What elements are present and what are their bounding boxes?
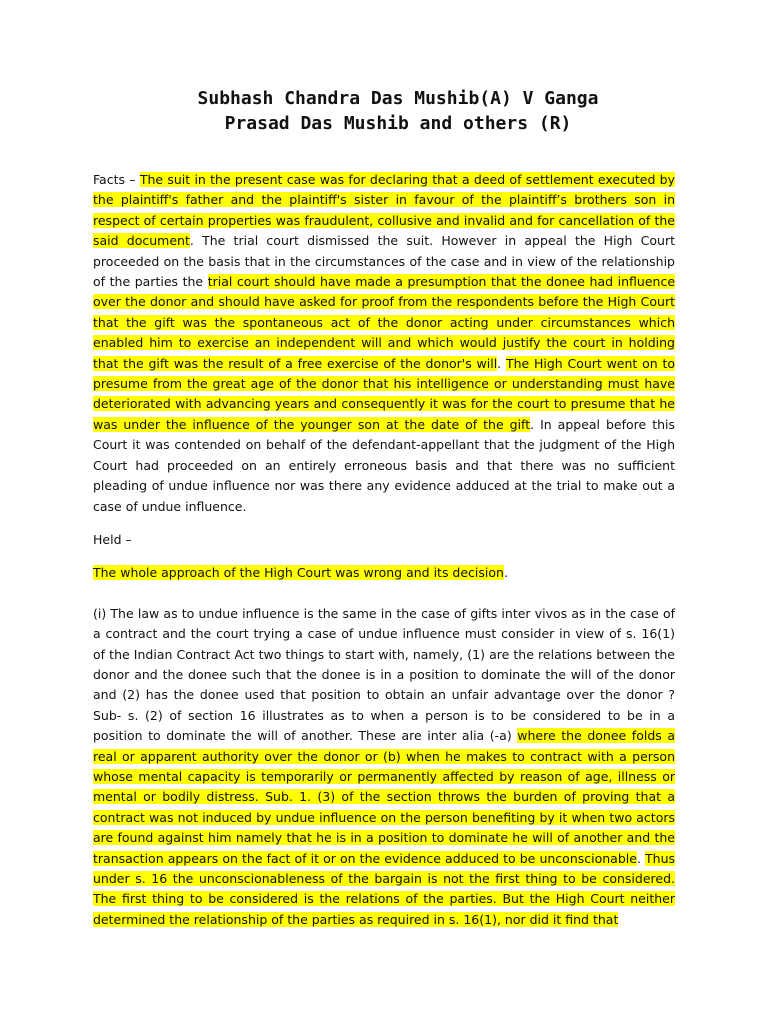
facts-paragraph: [93, 170, 675, 517]
facts-highlight-1: The suit in the present case was for declaring that a deed of settlement executed by the plaintiff's father and the plaintiff's sister in favour of the plaintiff’s brothers son in respect of certain properties was fraudulent, collusive and invalid and for cancellation of the said document: [93, 172, 676, 249]
point-1-highlight-1: where the donee folds a real or apparent authority over the donor or (b) when he makes to contract with a person whose mental capacity is temporarily or permanently affected by reason of age, illness or mental or bodily distress. Sub. 1. (3) of the section throws the burden of proving that a contract was not induced by undue influence on the person benefiting by it when two actors are found against him namely that he is in a position to dominate he will of another and the transaction appears on the fact of it or on the evidence adduced to be unconscionable: [93, 728, 676, 866]
held-heading: [93, 530, 675, 550]
held-label: Held –: [93, 531, 132, 547]
facts-text-1: . The trial court dismissed the suit. However in appeal the High Court proceeded on the basis that in the circumstances of the case and in view of the relationship of the parties the: [93, 233, 675, 290]
point-1-text-2: .: [636, 850, 646, 866]
title-line-2: Prasad Das Mushib and others (R): [224, 113, 572, 134]
point-1-highlight-2: Thus under s. 16 the unconscionableness of the bargain is not the first thing to be considered. The first thing to be considered is the relations of the parties. But the High Court neither determined the relationship of the parties as required in s. 16(1), nor did it find that: [93, 850, 676, 927]
facts-highlight-2: trial court should have made a presumption that the donee had influence over the donor and should have asked for proof from the respondents before the High Court that the gift was the spontaneous act of the donor acting under circumstances which enabled him to exercise an independent will and which would justify the court in holding that the gift was the result of a free exercise of the donor's will: [93, 274, 676, 371]
held-highlight: The whole approach of the High Court was wrong and its decision: [93, 565, 504, 581]
facts-text-2: .: [497, 355, 506, 371]
title-line-1: Subhash Chandra Das Mushib(A) V Ganga: [197, 88, 599, 109]
point-1-paragraph: [93, 604, 675, 931]
document-title: [121, 86, 675, 136]
facts-label: Facts –: [93, 172, 140, 187]
document-page: [93, 86, 675, 930]
held-text: .: [503, 565, 508, 581]
facts-text-3: . In appeal before this Court it was contended on behalf of the defendant-appellant that the judgment of the High Court had proceeded on an entirely erroneous basis and that there was no sufficient pleading of undue influence nor was there any evidence adduced at the trial to make out a case of undue influence.: [93, 416, 675, 514]
facts-highlight-3: The High Court went on to presume from the great age of the donor that his intelligence or understanding must have deteriorated with advancing years and consequently it was for the court to presume that he was under the influence of the younger son at the date of the gift: [93, 355, 676, 432]
point-1-text-1: (i) The law as to undue influence is the same in the case of gifts inter vivos as in the case of a contract and the court trying a case of undue influence must consider in view of s. 16(1) of the Indian Contract Act two things to start with, namely, (1) are the relations between the donor and the donee such that the donee is in a position to dominate the will of the donor and (2) has the donee used that position to obtain an unfair advantage over the donor ? Sub- s. (2) of section 16 illustrates as to when a person is to be considered to be in a position to dominate the will of another. These are inter alia (-a): [93, 605, 675, 744]
held-paragraph: [93, 563, 675, 583]
